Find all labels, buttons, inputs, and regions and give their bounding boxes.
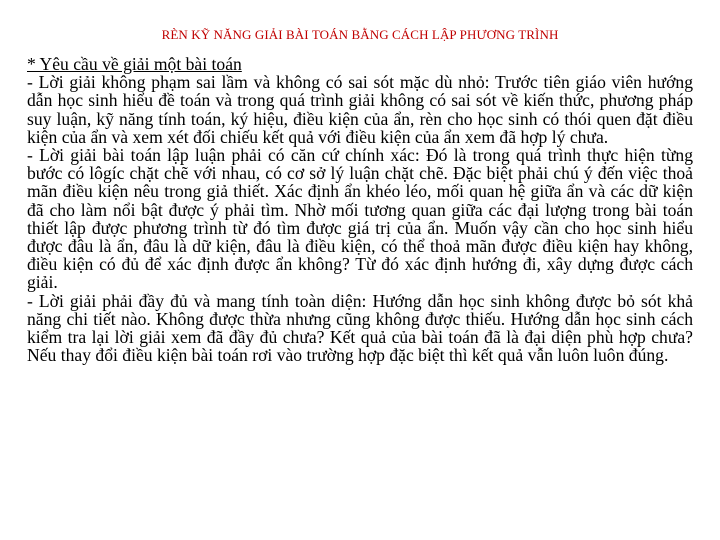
paragraph-reasoning: - Lời giải bài toán lập luận phải có căn cứ chính xác: Đó là trong quá trình thực hiện từng bước có lôgíc chặt chẽ với nhau, có cơ sở lý luận chặt chẽ. Đặc biệt phải chú ý đến việc thoả mãn điều kiện nêu trong giả thiết. Xác định ẩn khéo léo, mối quan hệ giữa ẩn và các dữ kiện đã cho làm nổi bật được ý phải tìm. Nhờ mối tương quan giữa các đại lượng trong bài toán thiết lập được phương trình từ đó tìm được giá trị của ẩn. Muốn vậy cần cho học sinh hiểu được đâu là ẩn, đâu là dữ kiện, đâu là điều kiện, có thể thoả mãn được điều kiện hay không, điều kiện có đủ để xác định được ẩn không? Từ đó xác định hướng đi, xây dựng được cách giải.	[27, 145, 693, 293]
slide-title: RÈN KỸ NĂNG GIẢI BÀI TOÁN BẰNG CÁCH LẬP PHƯƠNG TRÌNH	[161, 27, 559, 42]
paragraph-completeness: - Lời giải phải đầy đủ và mang tính toàn diện: Hướng dẫn học sinh không được bỏ sót khả năng chi tiết nào. Không được thừa nhưng cũng không được thiếu. Hướng dẫn học sinh cách kiểm tra lại lời giải xem đã đầy đủ chưa? Kết quả của bài toán đã là đại diện phù hợp chưa? Nếu thay đổi điều kiện bài toán rơi vào trường hợp đặc biệt thì kết quả vẫn luôn luôn đúng.	[27, 290, 693, 366]
section-heading: * Yêu cầu về giải một bài toán	[27, 54, 242, 74]
slide-content	[27, 55, 693, 364]
paragraph-accuracy: - Lời giải không phạm sai lầm và không có sai sót mặc dù nhỏ: Trước tiên giáo viên hướng dẫn học sinh hiểu đề toán và trong quá trình giải không có sai sót về kiến thức, phương pháp suy luận, kỹ năng tính toán, ký hiệu, điều kiện của ẩn, rèn cho học sinh có thói quen đặt điều kiện của ẩn và xem xét đối chiếu kết quả với điều kiện của ẩn xem đã hợp lý chưa.	[27, 72, 693, 147]
